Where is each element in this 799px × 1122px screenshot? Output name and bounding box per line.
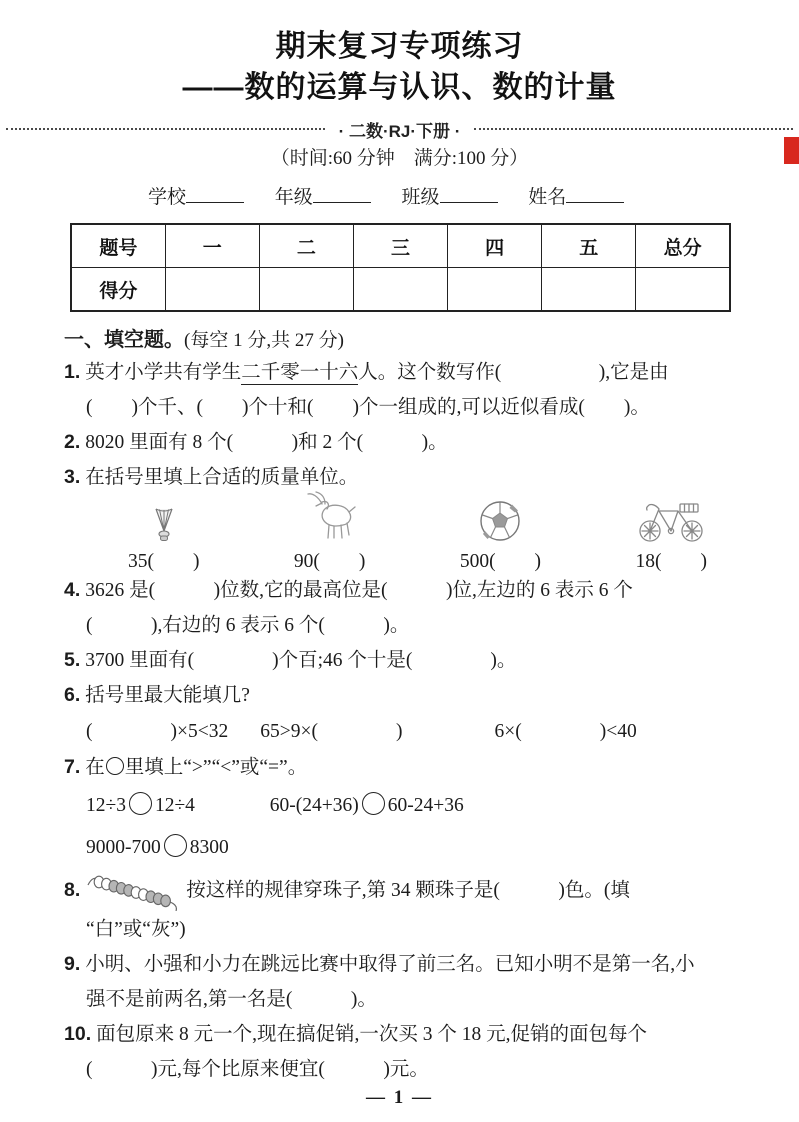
question-2	[0, 425, 799, 460]
q7-comparison-row-1	[0, 785, 799, 827]
q3-text: 在括号里填上合适的质量单位。	[85, 467, 359, 488]
compare-circle-icon	[129, 792, 152, 815]
score-header-cell: 一	[165, 224, 259, 268]
score-cell	[353, 268, 447, 312]
score-cell	[165, 268, 259, 312]
score-header-cell: 四	[448, 224, 542, 268]
q3-item-soccer-ball	[460, 499, 541, 573]
page-subtitle: ——数的运算与认识、数的计量	[182, 71, 617, 104]
question-number: 8.	[64, 879, 81, 901]
comparison-left: 60-(24+36)	[269, 795, 359, 816]
score-table	[70, 223, 731, 312]
q4-line1: 3626 是( )位数,它的最高位是( )位,左边的 6 表示 6 个	[85, 580, 633, 601]
comparison-right: 8300	[189, 837, 229, 858]
q3-items	[0, 495, 799, 573]
section-title: 一、填空题。	[64, 329, 184, 351]
grade-field	[275, 187, 371, 208]
question-1-line2: ( )个千、( )个十和( )个一组成的,可以近似看成( )。	[86, 397, 650, 418]
comparison	[270, 795, 464, 816]
edge-red-tab	[784, 137, 799, 164]
question-number: 9.	[64, 953, 81, 975]
goat-icon	[302, 491, 358, 543]
question-5	[0, 643, 799, 678]
q3-item-label: 35( )	[128, 551, 200, 572]
q10-line1: 面包原来 8 元一个,现在搞促销,一次买 3 个 18 元,促销的面包每个	[96, 1024, 647, 1045]
question-6	[0, 678, 799, 713]
q3-item-goat	[294, 491, 366, 573]
q3-item-label: 18( )	[635, 551, 707, 572]
score-header-cell: 五	[542, 224, 636, 268]
score-header-row	[71, 224, 730, 268]
student-info-row	[0, 184, 799, 211]
q1-underlined-number-words: 二千零一十六	[241, 362, 359, 383]
beads-svg	[85, 869, 181, 911]
q7-text-post: 里填上“>”“<”或“=”。	[124, 757, 308, 778]
q1-text-pre: 英才小学共有学生	[85, 362, 242, 383]
compare-circle-icon	[362, 792, 385, 815]
q3-item-label: 500( )	[459, 551, 542, 572]
compare-circle-icon	[106, 757, 124, 775]
question-number: 7.	[64, 756, 81, 778]
grade-label: 年级	[274, 187, 313, 208]
q3-item-label: 90( )	[293, 551, 366, 572]
question-number: 6.	[64, 684, 81, 706]
score-header-cell: 题号	[71, 224, 165, 268]
comparison-left: 12÷3	[86, 795, 126, 816]
question-4	[0, 573, 799, 608]
score-header-cell: 二	[259, 224, 353, 268]
question-7	[0, 750, 799, 785]
question-8-line2: “白”或“灰”)	[86, 919, 186, 940]
section-heading	[0, 326, 799, 355]
q3-item-bicycle	[635, 497, 707, 573]
comparison	[86, 795, 195, 816]
score-cell	[636, 268, 730, 312]
score-value-row	[71, 268, 730, 312]
question-3	[0, 460, 799, 495]
question-1	[0, 355, 799, 390]
school-field	[148, 187, 244, 208]
edition-label: · 二数·RJ·下册 ·	[338, 121, 461, 141]
name-blank	[566, 185, 624, 203]
q9-line1: 小明、小强和小力在跳远比赛中取得了前三名。已知小明不是第一名,小	[85, 954, 695, 975]
exam-meta: （时间:60 分钟 满分:100 分）	[270, 148, 529, 169]
question-number: 5.	[64, 649, 81, 671]
score-cell	[542, 268, 636, 312]
comparison	[86, 837, 229, 858]
soccer-ball-icon	[478, 499, 522, 543]
dotted-line-left	[6, 128, 325, 130]
section-note: (每空 1 分,共 27 分)	[184, 330, 344, 351]
score-header-cell: 三	[353, 224, 447, 268]
page-number: — 1 —	[366, 1087, 433, 1108]
score-cell	[259, 268, 353, 312]
question-number: 2.	[64, 431, 81, 453]
score-row-label: 得分	[71, 268, 165, 312]
q6-expression: ( )×5<32	[86, 721, 229, 742]
comparison-right: 12÷4	[154, 795, 195, 816]
score-header-cell: 总分	[636, 224, 730, 268]
question-10-line2: ( )元,每个比原来便宜( )元。	[86, 1059, 429, 1080]
bicycle-icon	[637, 497, 705, 543]
q6-expression: 65>9×( )	[260, 721, 403, 742]
q1-text-post: 人。这个数写作( ),它是由	[358, 362, 669, 383]
comparison-left: 9000-700	[86, 837, 161, 858]
shuttlecock-icon	[153, 507, 175, 543]
q6-expressions	[0, 713, 799, 750]
class-field	[402, 187, 498, 208]
name-label: 姓名	[528, 187, 567, 208]
question-4-line2: ( ),右边的 6 表示 6 个( )。	[86, 615, 410, 636]
class-blank	[440, 185, 498, 203]
question-10	[0, 1017, 799, 1052]
name-field	[528, 187, 624, 208]
edition-divider	[0, 118, 799, 140]
q3-item-shuttlecock	[128, 507, 200, 573]
question-9	[0, 947, 799, 982]
comparison-right: 60-24+36	[387, 795, 464, 816]
school-label: 学校	[148, 187, 187, 208]
page-title: 期末复习专项练习	[275, 30, 524, 63]
q5-text: 3700 里面有( )个百;46 个十是( )。	[85, 650, 517, 671]
dotted-line-right	[474, 128, 793, 130]
question-8	[0, 869, 799, 912]
question-number: 10.	[64, 1023, 92, 1045]
question-number: 1.	[64, 361, 81, 383]
grade-blank	[313, 185, 371, 203]
school-blank	[186, 185, 244, 203]
q8-line1: 按这样的规律穿珠子,第 34 颗珠子是( )色。(填	[186, 880, 630, 901]
q7-comparison-row-2	[0, 827, 799, 869]
question-number: 4.	[64, 579, 81, 601]
q6-text: 括号里最大能填几?	[85, 685, 250, 706]
score-cell	[448, 268, 542, 312]
question-number: 3.	[64, 466, 81, 488]
q2-text: 8020 里面有 8 个( )和 2 个( )。	[85, 432, 448, 453]
compare-circle-icon	[164, 834, 187, 857]
class-label: 班级	[401, 187, 440, 208]
question-9-line2: 强不是前两名,第一名是( )。	[86, 989, 377, 1010]
q6-expression: 6×( )<40	[494, 721, 637, 742]
q7-text-pre: 在	[85, 757, 105, 778]
